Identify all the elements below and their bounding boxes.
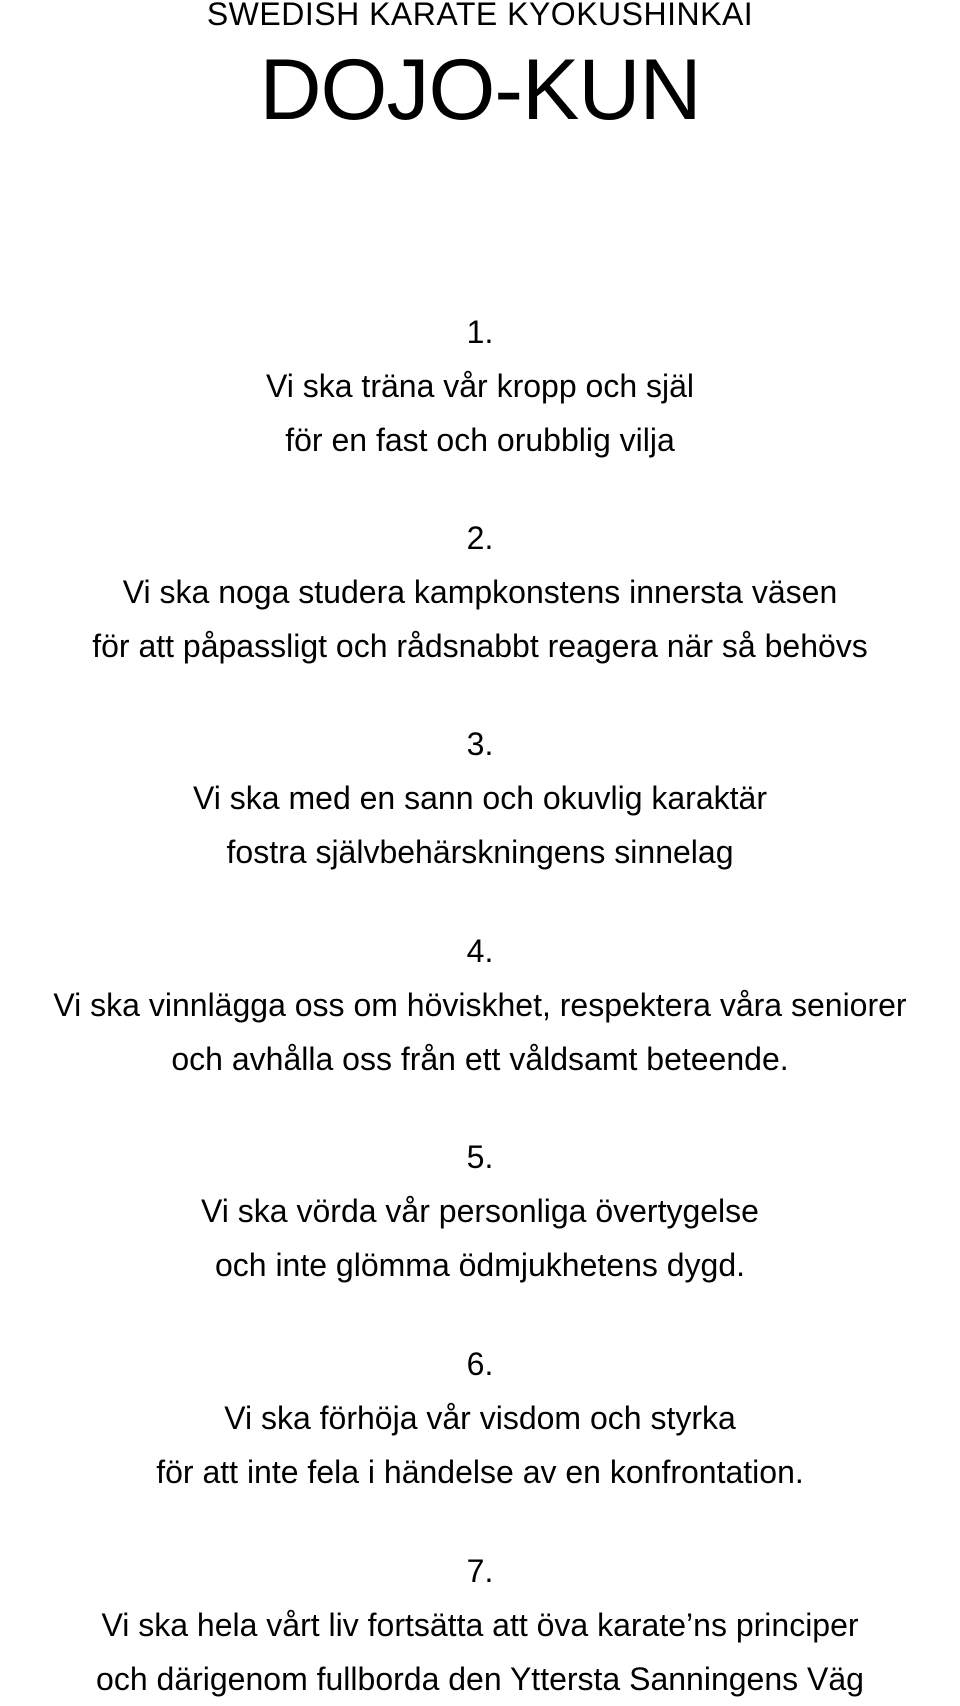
item-line: för en fast och orubblig vilja xyxy=(285,422,675,458)
item-line: och avhålla oss från ett våldsamt beteende. xyxy=(171,1041,789,1077)
item-line: för att inte fela i händelse av en konfrontation. xyxy=(156,1454,804,1490)
item-number: 1. xyxy=(466,314,494,350)
item-line: och därigenom fullborda den Yttersta Sanningens Väg xyxy=(96,1661,864,1697)
item-line: Vi ska träna vår kropp och själ xyxy=(265,368,695,404)
dojo-kun-item xyxy=(0,1130,960,1292)
dojo-kun-item xyxy=(0,924,960,1086)
dojo-kun-item xyxy=(0,305,960,467)
dojo-kun-item xyxy=(0,717,960,879)
item-line: Vi ska vörda vår personliga övertygelse xyxy=(201,1193,759,1229)
page-title: DOJO-KUN xyxy=(259,42,701,138)
item-line: Vi ska noga studera kampkonstens innersta väsen xyxy=(122,574,838,610)
dojo-kun-item xyxy=(0,1544,960,1706)
item-line: och inte glömma ödmjukhetens dygd. xyxy=(214,1247,746,1283)
dojo-kun-item xyxy=(0,511,960,673)
item-number: 2. xyxy=(466,520,494,556)
organization-name: SWEDISH KARATE KYOKUSHINKAI xyxy=(206,0,754,32)
item-line: fostra självbehärskningens sinnelag xyxy=(226,834,734,870)
item-line: Vi ska förhöja vår visdom och styrka xyxy=(224,1400,736,1436)
item-number: 5. xyxy=(466,1139,494,1175)
item-number: 6. xyxy=(466,1346,494,1382)
item-line: Vi ska hela vårt liv fortsätta att öva karate’ns principer xyxy=(101,1607,859,1643)
item-line: Vi ska med en sann och okuvlig karaktär xyxy=(193,780,767,816)
item-line: Vi ska vinnlägga oss om höviskhet, respektera våra seniorer xyxy=(53,987,907,1023)
item-number: 7. xyxy=(466,1553,494,1589)
item-line: för att påpassligt och rådsnabbt reagera när så behövs xyxy=(92,628,868,664)
item-number: 4. xyxy=(466,933,494,969)
item-number: 3. xyxy=(466,726,494,762)
dojo-kun-item xyxy=(0,1337,960,1499)
